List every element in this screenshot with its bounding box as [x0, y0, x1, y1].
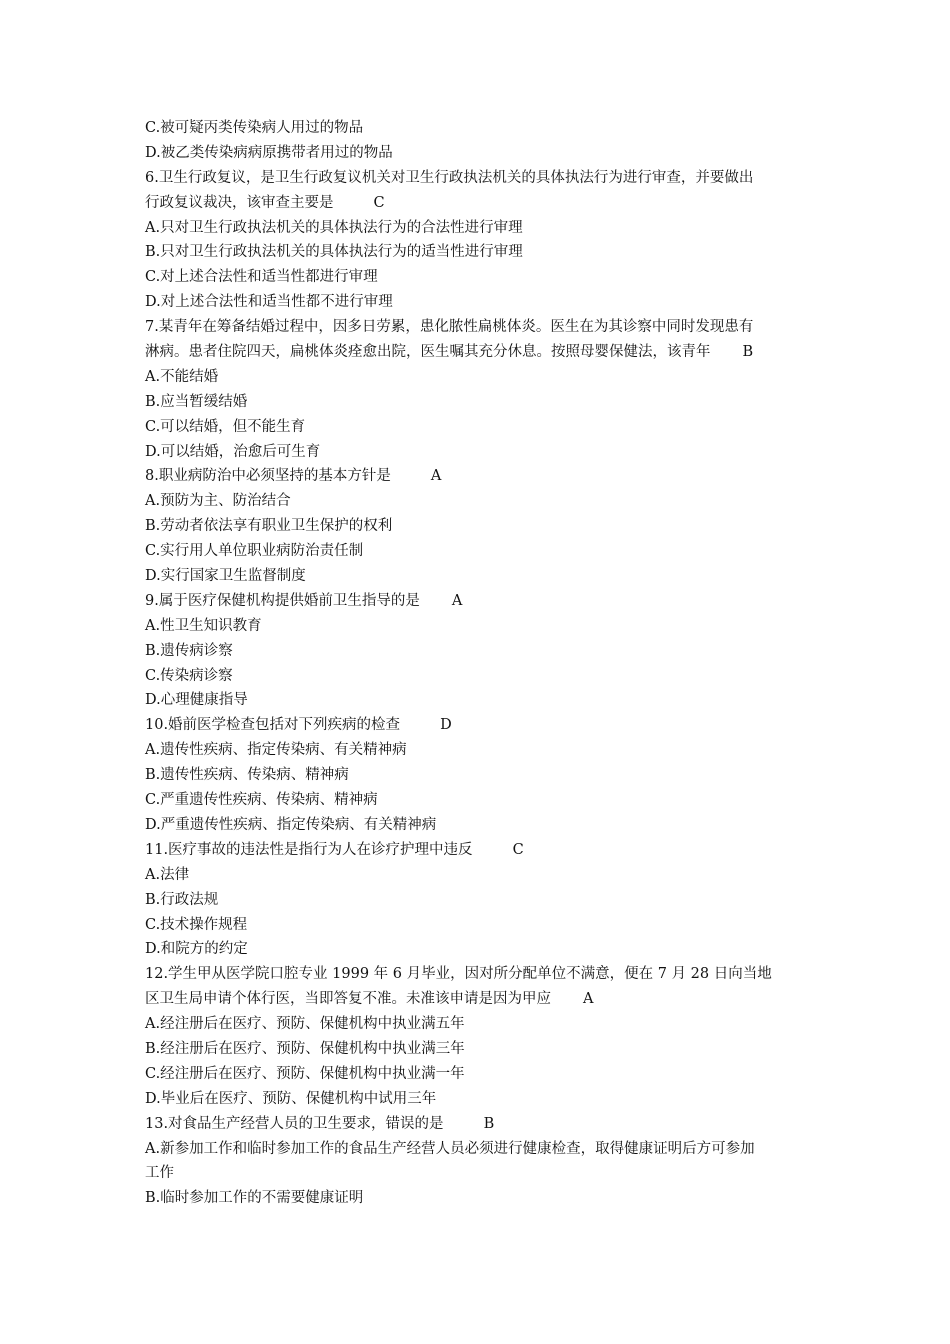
answer-key: A — [451, 592, 463, 609]
answer-key: B — [483, 1115, 495, 1132]
text-line — [145, 240, 810, 265]
line-text: 9.属于医疗保健机构提供婚前卫生指导的是 — [145, 592, 420, 609]
answer-key: B — [742, 344, 754, 361]
line-text: D.心理健康指导 — [145, 692, 248, 709]
line-text: A.只对卫生行政执法机关的具体执法行为的合法性进行审理 — [145, 219, 523, 236]
line-text: B.应当暂缓结婚 — [145, 393, 248, 410]
text-line — [145, 539, 810, 564]
text-line — [145, 639, 810, 664]
line-text: B.临时参加工作的不需要健康证明 — [145, 1190, 364, 1207]
line-text: 11.医疗事故的违法性是指行为人在诊疗护理中违反 — [145, 841, 473, 858]
line-text: 8.职业病防治中必须坚持的基本方针是 — [145, 468, 391, 485]
text-line — [145, 489, 810, 514]
line-text: B.只对卫生行政执法机关的具体执法行为的适当性进行审理 — [145, 244, 523, 261]
text-line — [145, 913, 810, 938]
text-line — [145, 365, 810, 390]
line-text: A.新参加工作和临时参加工作的食品生产经营人员必须进行健康检查，取得健康证明后方可参加 — [145, 1140, 755, 1157]
question-stem-line — [145, 589, 810, 614]
answer-key: C — [512, 841, 524, 858]
line-text: C.实行用人单位职业病防治责任制 — [145, 543, 364, 560]
text-line — [145, 166, 810, 191]
answer-key: C — [373, 194, 385, 211]
question-stem-line — [145, 987, 810, 1012]
question-stem-line — [145, 838, 810, 863]
text-line — [145, 688, 810, 713]
text-line — [145, 813, 810, 838]
line-text: A.遗传性疾病、指定传染病、有关精神病 — [145, 742, 407, 759]
line-text: C.经注册后在医疗、预防、保健机构中执业满一年 — [145, 1065, 465, 1082]
text-line — [145, 564, 810, 589]
question-stem-line — [145, 191, 810, 216]
line-text: D.和院方的约定 — [145, 941, 248, 958]
line-text: D.毕业后在医疗、预防、保健机构中试用三年 — [145, 1090, 437, 1107]
text-line — [145, 1037, 810, 1062]
text-line — [145, 290, 810, 315]
line-text: A.经注册后在医疗、预防、保健机构中执业满五年 — [145, 1016, 465, 1033]
question-stem-line — [145, 1112, 810, 1137]
line-text: C.被可疑丙类传染病人用过的物品 — [145, 120, 364, 136]
text-line — [145, 440, 810, 465]
line-text: B.经注册后在医疗、预防、保健机构中执业满三年 — [145, 1040, 465, 1057]
line-text: B.遗传性疾病、传染病、精神病 — [145, 767, 349, 784]
text-line — [145, 1161, 810, 1186]
text-line — [145, 141, 810, 166]
text-line — [145, 664, 810, 689]
text-line — [145, 1137, 810, 1162]
text-line — [145, 614, 810, 639]
text-line — [145, 937, 810, 962]
text-line — [145, 1062, 810, 1087]
line-text: D.严重遗传性疾病、指定传染病、有关精神病 — [145, 816, 437, 833]
text-line — [145, 216, 810, 241]
line-text: B.行政法规 — [145, 891, 219, 908]
line-text: A.性卫生知识教育 — [145, 617, 262, 634]
line-text: C.对上述合法性和适当性都进行审理 — [145, 269, 378, 286]
answer-key: A — [430, 468, 442, 485]
answer-key: A — [583, 991, 594, 1008]
text-line — [145, 863, 810, 888]
line-text: A.预防为主、防治结合 — [145, 493, 291, 510]
question-text-body — [145, 116, 810, 1211]
text-line — [145, 888, 810, 913]
text-line — [145, 514, 810, 539]
line-text: D.对上述合法性和适当性都不进行审理 — [145, 294, 393, 311]
text-line — [145, 1186, 810, 1211]
line-text: 12.学生甲从医学院口腔专业 1999 年 6 月毕业，因对所分配单位不满意，便在 7 月 28 日向当地 — [145, 966, 772, 983]
answer-key: D — [440, 717, 452, 734]
text-line — [145, 390, 810, 415]
line-text: C.可以结婚，但不能生育 — [145, 418, 306, 435]
line-text: B.劳动者依法享有职业卫生保护的权利 — [145, 518, 393, 535]
text-line — [145, 763, 810, 788]
question-stem-line — [145, 340, 810, 365]
text-line — [145, 788, 810, 813]
line-text: 行政复议裁决，该审查主要是 — [145, 194, 334, 211]
line-text: D.被乙类传染病病原携带者用过的物品 — [145, 144, 393, 161]
line-text: C.传染病诊察 — [145, 667, 233, 684]
line-text: 6.卫生行政复议，是卫生行政复议机关对卫生行政执法机关的具体执法行为进行审查，并要做出 — [145, 169, 754, 186]
line-text: 10.婚前医学检查包括对下列疾病的检查 — [145, 717, 401, 734]
line-text: 工作 — [145, 1165, 174, 1182]
line-text: A.不能结婚 — [145, 368, 219, 385]
line-text: 7.某青年在筹备结婚过程中，因多日劳累，患化脓性扁桃体炎。医生在为其诊察中同时发现患有 — [145, 319, 754, 336]
line-text: C.严重遗传性疾病、传染病、精神病 — [145, 792, 378, 809]
text-line — [145, 265, 810, 290]
text-line — [145, 1012, 810, 1037]
text-line — [145, 738, 810, 763]
text-line — [145, 1087, 810, 1112]
line-text: D.实行国家卫生监督制度 — [145, 568, 306, 585]
text-line — [145, 962, 810, 987]
line-text: D.可以结婚，治愈后可生育 — [145, 443, 321, 460]
line-text: 区卫生局申请个体行医，当即答复不准。未准该申请是因为甲应 — [145, 991, 551, 1008]
question-stem-line — [145, 464, 810, 489]
line-text: A.法律 — [145, 866, 190, 883]
line-text: 13.对食品生产经营人员的卫生要求，错误的是 — [145, 1115, 444, 1132]
text-line — [145, 315, 810, 340]
line-text: B.遗传病诊察 — [145, 642, 233, 659]
question-stem-line — [145, 713, 810, 738]
text-line — [145, 116, 810, 141]
line-text: C.技术操作规程 — [145, 916, 248, 933]
text-line — [145, 415, 810, 440]
line-text: 淋病。患者住院四天，扁桃体炎痊愈出院，医生嘱其充分休息。按照母婴保健法，该青年 — [145, 344, 711, 361]
